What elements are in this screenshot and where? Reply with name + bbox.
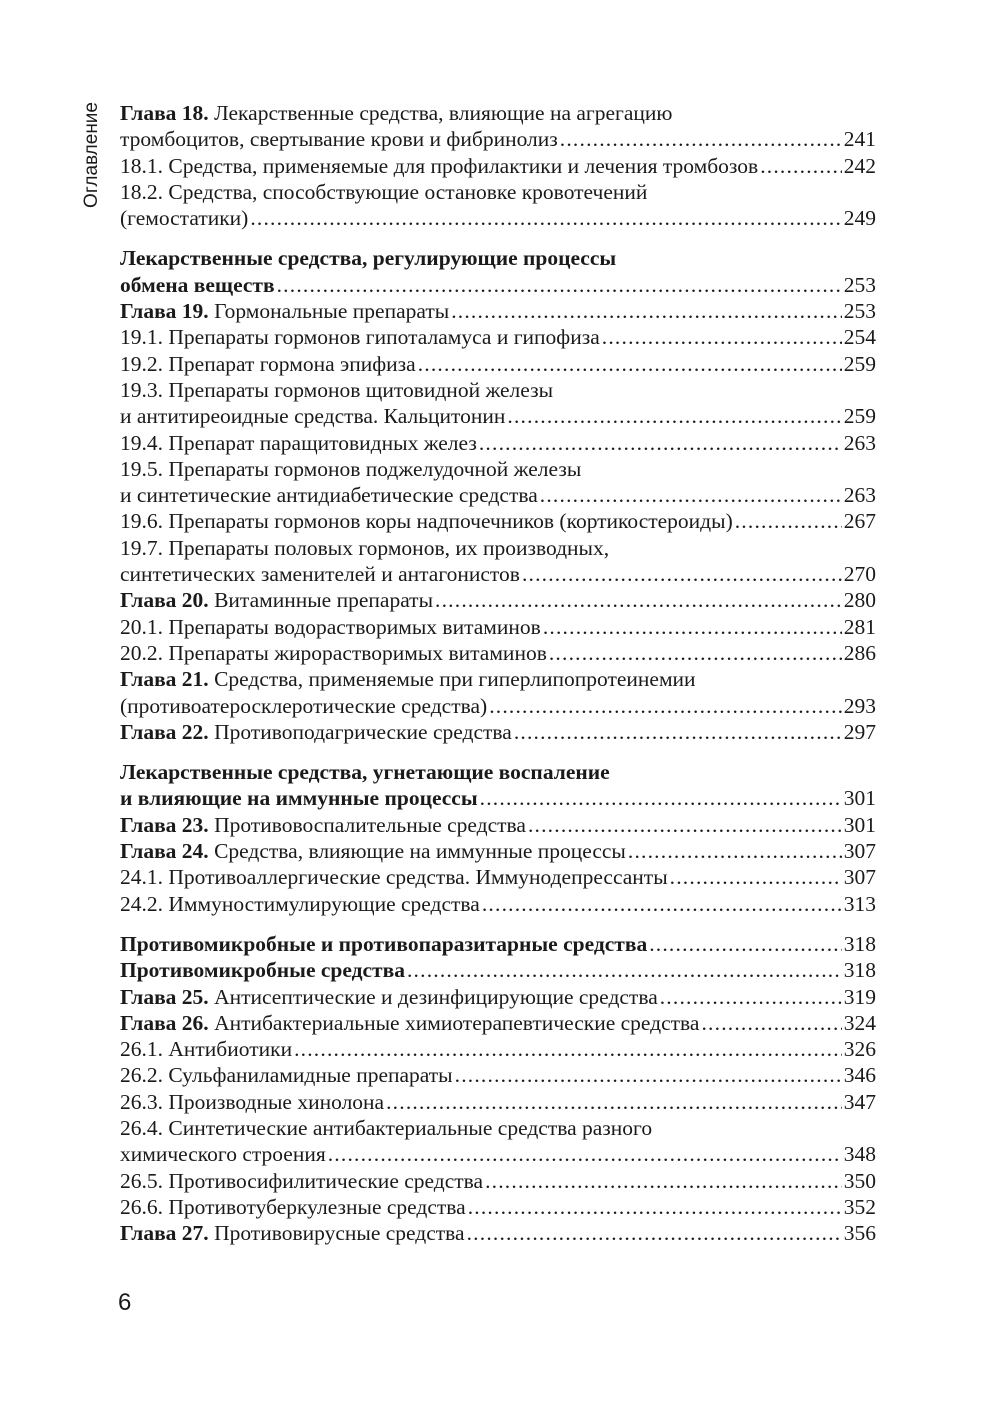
toc-entry-text — [120, 984, 658, 1010]
page-ref: 313 — [843, 891, 876, 916]
entry-title-text: Средства, влияющие на иммунные процессы — [214, 839, 626, 864]
page-ref: 307 — [843, 839, 876, 864]
toc-entry-text — [120, 536, 609, 560]
toc-entry[interactable] — [120, 153, 876, 179]
page-ref: 259 — [843, 404, 876, 429]
toc-entry-line — [120, 561, 876, 587]
toc-entry[interactable] — [120, 931, 876, 957]
toc-entry-line — [120, 126, 876, 152]
dot-leader — [455, 1062, 842, 1088]
page-ref: 301 — [843, 786, 876, 811]
toc-entry[interactable] — [120, 245, 876, 298]
toc-entry-text — [120, 153, 758, 179]
toc-entry-line — [120, 614, 876, 640]
toc-entry-text — [120, 180, 647, 204]
toc-entry-text — [120, 126, 558, 152]
dot-leader — [549, 640, 842, 666]
dot-leader — [435, 587, 842, 613]
entry-title-text: Противовоспалительные средства — [214, 812, 526, 837]
toc-entry-line — [120, 693, 876, 719]
toc-entry-line — [120, 931, 876, 957]
section-gap — [120, 231, 876, 245]
dot-leader — [735, 508, 842, 534]
toc-entry-text — [120, 864, 668, 890]
dot-leader — [560, 126, 842, 152]
toc-entry-text — [120, 719, 512, 745]
section-gap — [120, 917, 876, 931]
toc-entry[interactable] — [120, 984, 876, 1010]
toc-entry-text — [120, 508, 733, 534]
entry-title-text: 24.1. Противоаллергические средства. Иммунодепрессанты — [120, 865, 668, 890]
toc-entry-line — [120, 205, 876, 231]
toc-entry[interactable] — [120, 430, 876, 456]
toc-entry-line — [120, 812, 876, 838]
page-ref: 280 — [843, 588, 876, 613]
toc-entry[interactable] — [120, 508, 876, 534]
toc-entry-text — [120, 101, 672, 125]
toc-entry-text — [120, 785, 478, 811]
toc-entry-text — [120, 430, 477, 456]
entry-title-text: 26.2. Сульфаниламидные препараты — [120, 1063, 453, 1088]
page-ref: 241 — [843, 127, 876, 152]
dot-leader — [489, 693, 842, 719]
toc-entry[interactable] — [120, 298, 876, 324]
dot-leader — [514, 719, 842, 745]
toc-entry-text — [120, 1036, 292, 1062]
toc-entry-text — [120, 1141, 326, 1167]
dot-leader — [522, 561, 842, 587]
toc-entry[interactable] — [120, 1168, 876, 1194]
toc-entry-line — [120, 1036, 876, 1062]
dot-leader — [407, 957, 842, 983]
toc-entry[interactable] — [120, 324, 876, 350]
page-ref: 254 — [843, 325, 876, 350]
chapter-label: Глава 18. — [120, 101, 209, 125]
toc-entry-text — [120, 1062, 453, 1088]
toc-entry-line — [120, 957, 876, 983]
chapter-label: Глава 26. — [120, 1010, 209, 1035]
page-ref: 293 — [843, 693, 876, 718]
page-ref: 350 — [843, 1168, 876, 1193]
toc-entry-text — [120, 1089, 384, 1115]
entry-title-text: и синтетические антидиабетические средства — [120, 483, 538, 508]
dot-leader — [602, 324, 842, 350]
dot-leader — [294, 1036, 842, 1062]
section-heading-text: Противомикробные средства — [120, 958, 405, 983]
entry-title-text: синтетических заменителей и антагонистов — [120, 562, 520, 587]
toc-entry-line — [120, 1115, 876, 1141]
chapter-label: Глава 20. — [120, 588, 209, 613]
toc-entry-line — [120, 666, 876, 692]
dot-leader — [480, 785, 842, 811]
dot-leader — [485, 1168, 842, 1194]
toc-entry-text — [120, 1168, 483, 1194]
running-header — [80, 102, 102, 262]
entry-title-text: Гормональные препараты — [214, 299, 450, 324]
entry-title-text: (гемостатики) — [120, 206, 249, 231]
page-ref: 286 — [843, 640, 876, 665]
toc-entry-text — [120, 298, 449, 324]
toc-entry-text — [120, 614, 541, 640]
entry-title-text: Антисептические и дезинфицирующие средства — [214, 984, 658, 1009]
dot-leader — [528, 812, 842, 838]
toc-entry-line — [120, 759, 876, 785]
toc-entry[interactable] — [120, 891, 876, 917]
toc-entry-text — [120, 667, 696, 691]
dot-leader — [250, 205, 841, 231]
entry-title-text: Антибактериальные химиотерапевтические средства — [214, 1010, 700, 1035]
toc-entry-line — [120, 1168, 876, 1194]
chapter-label: Глава 24. — [120, 839, 209, 864]
toc-entry[interactable] — [120, 1220, 876, 1246]
toc-entry-text — [120, 838, 626, 864]
entry-title-text: и антитиреоидные средства. Кальцитонин — [120, 404, 506, 429]
toc-entry-text — [120, 1116, 652, 1140]
toc-entry-line — [120, 535, 876, 561]
page-ref: 348 — [843, 1142, 876, 1167]
toc-entry-line — [120, 891, 876, 917]
toc-entry-line — [120, 430, 876, 456]
toc-entry-text — [120, 1220, 465, 1246]
page-ref: 318 — [843, 931, 876, 956]
page-ref: 242 — [843, 153, 876, 178]
toc-entry-text — [120, 931, 647, 957]
dot-leader — [479, 430, 842, 456]
toc-entry[interactable] — [120, 587, 876, 613]
toc-entry-text — [120, 457, 581, 481]
toc-entry-line — [120, 838, 876, 864]
toc-entry-text — [120, 891, 480, 917]
dot-leader — [418, 351, 842, 377]
toc-entry-text — [120, 587, 433, 613]
section-heading-text: Лекарственные средства, угнетающие воспаление — [120, 760, 610, 785]
toc-entry[interactable] — [120, 179, 876, 232]
page-ref: 270 — [843, 562, 876, 587]
dot-leader — [649, 931, 842, 957]
dot-leader — [328, 1141, 842, 1167]
toc-entry-line — [120, 245, 876, 271]
dot-leader — [386, 1089, 842, 1115]
dot-leader — [507, 403, 841, 429]
page-ref: 253 — [843, 272, 876, 297]
toc-entry-line — [120, 640, 876, 666]
toc-entry[interactable] — [120, 1115, 876, 1168]
toc-entry[interactable] — [120, 666, 876, 719]
toc-entry-text — [120, 205, 248, 231]
toc-entry[interactable] — [120, 838, 876, 864]
page-ref: 324 — [843, 1010, 876, 1035]
page-ref: 301 — [843, 812, 876, 837]
toc-entry-text — [120, 640, 547, 666]
section-gap — [120, 745, 876, 759]
chapter-label: Глава 19. — [120, 299, 209, 324]
entry-title-text: 26.4. Синтетические антибактериальные средства разного — [120, 1115, 653, 1140]
toc-entry-line — [120, 719, 876, 745]
section-heading-text: и влияющие на иммунные процессы — [120, 786, 478, 811]
toc-entry-line — [120, 100, 876, 126]
toc-entry[interactable] — [120, 1010, 876, 1036]
page-ref: 356 — [843, 1221, 876, 1246]
section-heading-text: обмена веществ — [120, 272, 275, 297]
entry-title-text: химического строения — [120, 1142, 326, 1167]
toc-entry-line — [120, 785, 876, 811]
toc-entry-text — [120, 272, 275, 298]
page-ref: 267 — [843, 509, 876, 534]
toc-entry-line — [120, 1089, 876, 1115]
page-ref: 326 — [843, 1037, 876, 1062]
chapter-label: Глава 21. — [120, 667, 209, 692]
toc-entry-text — [120, 1010, 699, 1036]
toc-entry[interactable] — [120, 614, 876, 640]
page-ref: 307 — [843, 865, 876, 890]
entry-title-text: 19.4. Препарат паращитовидных желез — [120, 430, 477, 455]
toc-entry[interactable] — [120, 812, 876, 838]
entry-title-text: 19.7. Препараты половых гормонов, их производных, — [120, 535, 610, 560]
toc-entry[interactable] — [120, 535, 876, 588]
toc-entry-text — [120, 482, 538, 508]
entry-title-text: 20.1. Препараты водорастворимых витаминов — [120, 614, 541, 639]
dot-leader — [660, 984, 842, 1010]
toc-entry-line — [120, 153, 876, 179]
toc-entry[interactable] — [120, 719, 876, 745]
page-ref: 318 — [843, 958, 876, 983]
dot-leader — [451, 298, 842, 324]
dot-leader — [277, 272, 842, 298]
page-ref: 297 — [843, 719, 876, 744]
chapter-label: Глава 27. — [120, 1221, 209, 1246]
page-number: 6 — [118, 1289, 132, 1316]
entry-title-text: Средства, применяемые при гиперлипопротеинемии — [214, 667, 696, 692]
page-ref: 263 — [843, 430, 876, 455]
toc-entry-text — [120, 378, 553, 402]
toc-entry-text — [120, 403, 505, 429]
page-ref: 259 — [843, 351, 876, 376]
toc-entry[interactable] — [120, 864, 876, 890]
page-ref: 281 — [843, 614, 876, 639]
toc-entry-text — [120, 1194, 466, 1220]
entry-title-text: 19.5. Препараты гормонов поджелудочной железы — [120, 456, 582, 481]
page-ref: 249 — [843, 206, 876, 231]
dot-leader — [540, 482, 842, 508]
toc-entry-line — [120, 298, 876, 324]
entry-title-text: 18.1. Средства, применяемые для профилактики и лечения тромбозов — [120, 153, 759, 178]
dot-leader — [543, 614, 842, 640]
page-ref: 347 — [843, 1089, 876, 1114]
toc-entry-line — [120, 1062, 876, 1088]
toc-entry-line — [120, 984, 876, 1010]
section-heading-text: Противомикробные и противопаразитарные средства — [120, 931, 648, 956]
entry-title-text: 26.3. Производные хинолона — [120, 1089, 385, 1114]
toc-entry[interactable] — [120, 377, 876, 430]
section-heading-text: Лекарственные средства, регулирующие процессы — [120, 246, 617, 271]
toc-entry-line — [120, 351, 876, 377]
toc-entry[interactable] — [120, 351, 876, 377]
toc-entry[interactable] — [120, 1062, 876, 1088]
page-ref: 253 — [843, 299, 876, 324]
toc-entry-text — [120, 693, 487, 719]
toc-entry-text — [120, 324, 600, 350]
toc-entry-line — [120, 179, 876, 205]
entry-title-text: 19.2. Препарат гормона эпифиза — [120, 351, 416, 376]
page-ref: 319 — [843, 984, 876, 1009]
toc-entry-line — [120, 456, 876, 482]
toc-entry-text — [120, 351, 416, 377]
toc-entry[interactable] — [120, 100, 876, 153]
table-of-contents — [120, 100, 876, 1246]
dot-leader — [701, 1010, 841, 1036]
toc-entry[interactable] — [120, 1089, 876, 1115]
toc-entry-line — [120, 864, 876, 890]
entry-title-text: 20.2. Препараты жирорастворимых витаминов — [120, 640, 547, 665]
dot-leader — [670, 864, 842, 890]
toc-entry-line — [120, 403, 876, 429]
entry-title-text: 24.2. Иммуностимулирующие средства — [120, 891, 480, 916]
dot-leader — [760, 153, 842, 179]
dot-leader — [482, 891, 842, 917]
toc-entry-line — [120, 587, 876, 613]
toc-entry-text — [120, 957, 405, 983]
entry-title-text: Лекарственные средства, влияющие на агрегацию — [214, 101, 673, 125]
running-header-text: Оглавление — [81, 102, 102, 208]
toc-entry[interactable] — [120, 640, 876, 666]
entry-title-text: 19.3. Препараты гормонов щитовидной железы — [120, 377, 554, 402]
entry-title-text: 26.1. Антибиотики — [120, 1037, 293, 1062]
toc-entry[interactable] — [120, 456, 876, 509]
toc-entry-line — [120, 508, 876, 534]
entry-title-text: 18.2. Средства, способствующие остановке кровотечений — [120, 179, 648, 204]
toc-entry-line — [120, 324, 876, 350]
toc-entry-line — [120, 1141, 876, 1167]
toc-entry-line — [120, 377, 876, 403]
dot-leader — [467, 1220, 842, 1246]
entry-title-text: Витаминные препараты — [214, 588, 434, 613]
entry-title-text: Противоподагрические средства — [214, 719, 512, 744]
toc-entry[interactable] — [120, 1036, 876, 1062]
page-ref: 352 — [843, 1194, 876, 1219]
entry-title-text: Противовирусные средства — [214, 1221, 465, 1246]
toc-entry-text — [120, 760, 610, 784]
toc-entry[interactable] — [120, 957, 876, 983]
entry-title-text: 26.6. Противотуберкулезные средства — [120, 1194, 466, 1219]
entry-title-text: (противоатеросклеротические средства) — [120, 693, 488, 718]
entry-title-text: тромбоцитов, свертывание крови и фибринолиз — [120, 127, 558, 152]
page-ref: 346 — [843, 1063, 876, 1088]
dot-leader — [628, 838, 842, 864]
page-ref: 263 — [843, 483, 876, 508]
toc-entry-line — [120, 1194, 876, 1220]
entry-title-text: 19.6. Препараты гормонов коры надпочечников (кортикостероиды) — [120, 509, 733, 534]
chapter-label: Глава 22. — [120, 719, 209, 744]
toc-entry-text — [120, 812, 526, 838]
toc-entry-line — [120, 1220, 876, 1246]
toc-entry[interactable] — [120, 1194, 876, 1220]
toc-entry-line — [120, 482, 876, 508]
toc-entry-line — [120, 272, 876, 298]
chapter-label: Глава 23. — [120, 812, 209, 837]
dot-leader — [468, 1194, 842, 1220]
toc-entry[interactable] — [120, 759, 876, 812]
toc-entry-text — [120, 561, 520, 587]
entry-title-text: 26.5. Противосифилитические средства — [120, 1168, 484, 1193]
chapter-label: Глава 25. — [120, 984, 209, 1009]
entry-title-text: 19.1. Препараты гормонов гипоталамуса и гипофиза — [120, 325, 600, 350]
toc-entry-text — [120, 246, 616, 270]
toc-entry-line — [120, 1010, 876, 1036]
